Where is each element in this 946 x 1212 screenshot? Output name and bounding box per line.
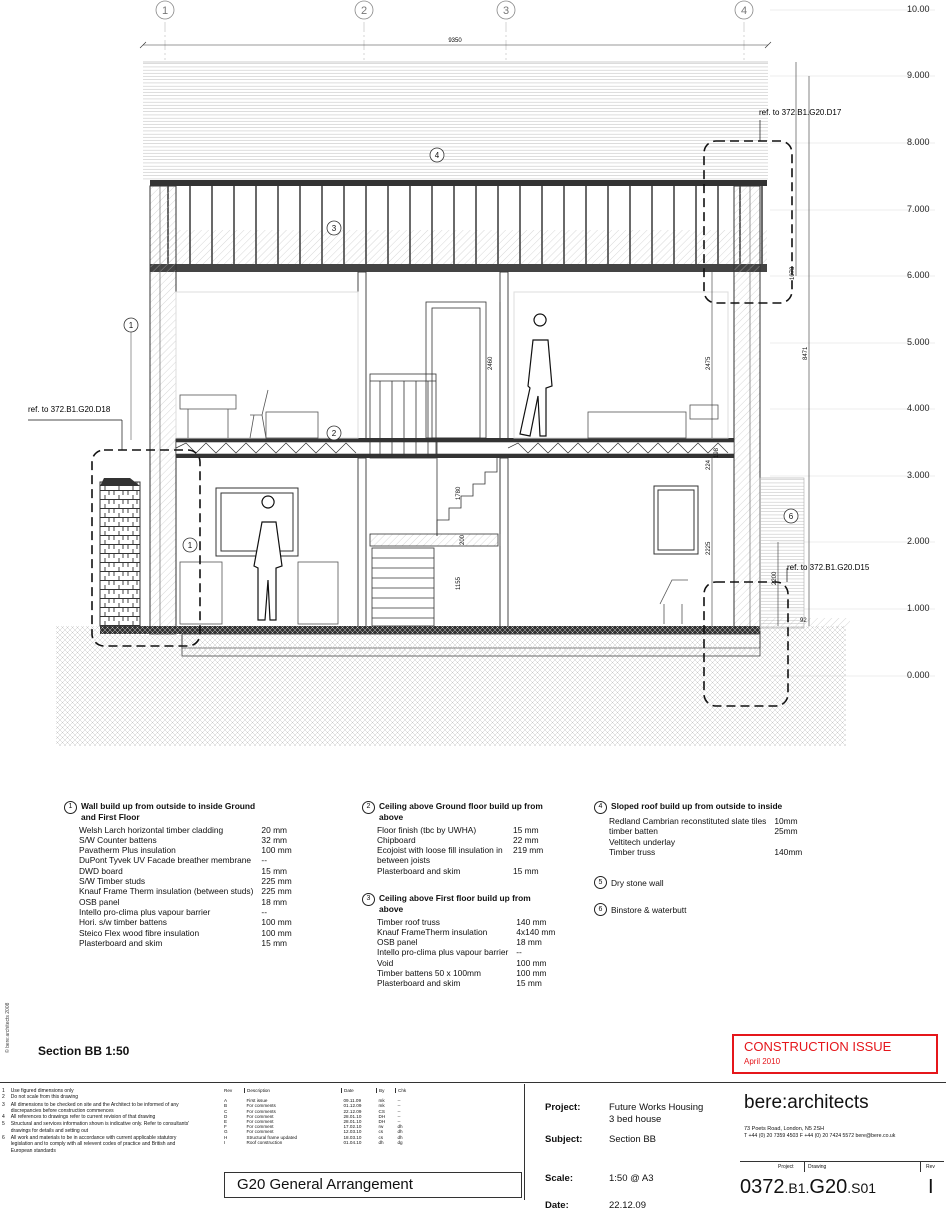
- note-row: Timber truss 140mm: [609, 846, 803, 857]
- grid-label-1: 1: [161, 5, 169, 17]
- date: 22.12.09: [609, 1200, 646, 1211]
- revision-row: E For comment 28.01.10 DH --: [224, 1119, 401, 1125]
- tag-1: 1: [128, 321, 134, 330]
- drawing-number: 0372.B1.G20.S01: [740, 1176, 877, 1198]
- project-label: Project:: [545, 1102, 581, 1113]
- note-row: S/W Counter battens 32 mm: [79, 834, 288, 845]
- roof-tiles: [143, 62, 768, 180]
- note-row: Knauf FrameTherm insulation 4x140 mm: [377, 926, 556, 937]
- note-row: S/W Timber studs 225 mm: [79, 876, 292, 887]
- note-row: Steico Flex wood fibre insulation 100 mm: [79, 927, 292, 938]
- ref-d18: ref. to 372.B1.G20.D18: [28, 405, 111, 414]
- note-row: Plasterboard and skim 15 mm: [79, 937, 288, 948]
- level-label: 0.000: [907, 670, 930, 680]
- project-type: 3 bed house: [609, 1114, 662, 1125]
- note-row: Chipboard 22 mm: [377, 834, 539, 845]
- title-block-divider: [0, 1082, 946, 1083]
- level-label: 8.000: [907, 137, 930, 147]
- note-row: Hori. s/w timber battens 100 mm: [79, 917, 292, 928]
- note-table: [609, 816, 802, 857]
- note-row: Welsh Larch horizontal timber cladding 20 mm: [79, 824, 288, 835]
- drawing-hdr: Drawing: [808, 1164, 827, 1170]
- level-label: 6.000: [907, 270, 930, 280]
- firm-info: [744, 1092, 944, 1139]
- scale-label: Scale:: [545, 1173, 573, 1184]
- revision-row: I Roof construction 01.04.10 dh dg: [224, 1139, 403, 1145]
- dim-stair-gap: 200: [460, 534, 466, 545]
- firm-contact: T +44 (0) 20 7359 4503 F +44 (0) 20 7424 5572 bere@bere.co.uk: [744, 1133, 896, 1139]
- note-table: [377, 825, 543, 876]
- project-name: Future Works Housing: [609, 1102, 704, 1113]
- dim-step: 92: [800, 618, 807, 624]
- stamp-title: CONSTRUCTION ISSUE: [744, 1039, 892, 1054]
- tag-6: 6: [788, 512, 794, 521]
- note-binstore: [594, 903, 686, 916]
- dim-floor-gap2: 198: [714, 447, 720, 458]
- note-row: OSB panel 18 mm: [79, 896, 288, 907]
- dim-stair-upper: 2460: [488, 356, 494, 370]
- note-wall-buildup: [64, 801, 334, 948]
- note-table: [79, 825, 292, 949]
- note-row: Plasterboard and skim 15 mm: [377, 865, 539, 876]
- drawing-title-box: [224, 1172, 522, 1198]
- note-row: Knauf Frame Therm insulation (between studs) 225 mm: [79, 886, 292, 897]
- note-row: DWD board 15 mm: [79, 865, 288, 876]
- note-row: Intello pro-clima plus vapour barrier --: [377, 947, 522, 958]
- general-notes: [2, 1088, 212, 1154]
- subject: Section BB: [609, 1134, 656, 1145]
- note-label: Dry stone wall: [611, 877, 664, 888]
- drawing-number-box: [740, 1161, 944, 1200]
- note-number: 3: [362, 893, 375, 906]
- date-label: Date:: [545, 1200, 569, 1211]
- revision-header: Rev Description Date By Chk: [222, 1088, 420, 1093]
- general-note: 6 All work and materials to be in accordance with current applicable statutory legislation and to comply with all relevent codes of practice and British and European standards: [2, 1135, 177, 1154]
- dim-ff: 2475: [706, 356, 712, 370]
- note-row: Void 100 mm: [377, 957, 547, 968]
- firm-address: 73 Poets Road, London, N5 2SH: [744, 1126, 825, 1132]
- revision-letter: I: [928, 1176, 934, 1198]
- ref-d17: ref. to 372.B1.G20.D17: [759, 108, 842, 117]
- note-row: Floor finish (tbc by UWHA) 15 mm: [377, 824, 539, 835]
- note-row: Timber roof truss 140 mm: [377, 916, 547, 927]
- drawing-title: G20 General Arrangement: [237, 1176, 413, 1193]
- overall-dim-text: 9350: [448, 38, 462, 44]
- level-label: 2.000: [907, 536, 930, 546]
- detail-callouts: [92, 141, 792, 706]
- tag-2: 2: [331, 429, 337, 438]
- dim-roof: 1073: [790, 266, 796, 280]
- note-title: Sloped roof build up from outside to inside: [611, 801, 783, 811]
- dry-stone-wall: [100, 478, 140, 626]
- first-floor: [176, 438, 734, 458]
- revisions-table: [222, 1088, 454, 1145]
- note-ceiling-ground: [362, 801, 582, 876]
- stamp-date: April 2010: [744, 1057, 781, 1066]
- revision-row: B For comments 01.12.09 mk --: [224, 1103, 401, 1109]
- grid-bubbles: [156, 1, 753, 19]
- staircase: [370, 302, 498, 626]
- revision-row: A First issue 09.11.09 mk --: [224, 1098, 401, 1104]
- copyright: © bere:architects 2008: [5, 1002, 11, 1053]
- note-row: Plasterboard and skim 15 mm: [377, 978, 542, 989]
- project-info: [545, 1102, 703, 1212]
- general-note: 3 All dimensions to be checked on site and the Architect to be informed of any discrepancies before construction commences: [2, 1101, 179, 1114]
- dim-bin: 2200: [772, 571, 778, 585]
- note-row: Intello pro-clima plus vapour barrier --: [79, 906, 267, 917]
- note-row: OSB panel 18 mm: [377, 937, 542, 948]
- note-number: 5: [594, 876, 607, 889]
- binstore: [760, 478, 804, 628]
- roof-truss: [150, 180, 767, 272]
- level-label: 7.000: [907, 204, 930, 214]
- level-label: 3.000: [907, 470, 930, 480]
- note-row: Ecojoist with loose fill insulation in between joists 219 mm: [377, 845, 544, 866]
- dim-floor-gap1: 224: [706, 459, 712, 470]
- title-block-vline: [524, 1084, 525, 1200]
- dim-gf: 2225: [706, 541, 712, 555]
- note-number: 6: [594, 903, 607, 916]
- note-roof-buildup: [594, 801, 844, 857]
- note-row: timber batten 25mm: [609, 826, 798, 837]
- ref-d15: ref. to 372.B1.G20.D15: [787, 563, 870, 572]
- note-table: [377, 917, 555, 989]
- note-title: Ceiling above First floor build up from above: [379, 893, 531, 914]
- grid-label-2: 2: [360, 5, 368, 17]
- note-number: 1: [64, 801, 77, 814]
- level-label: 9.000: [907, 70, 930, 80]
- general-note: 2 Do not scale from this drawing: [2, 1094, 79, 1101]
- general-note: 1 Use figured dimensions only: [2, 1088, 74, 1094]
- dim-ridge: 8471: [803, 346, 809, 360]
- revision-row: H Structural frame updated 18.03.10 cs dh: [224, 1134, 403, 1140]
- level-label: 10.00: [907, 4, 930, 14]
- note-row: Redland Cambrian reconstituted slate tiles 10mm: [609, 816, 798, 826]
- general-note: 4 All references to drawings refer to current revision of that drawing: [2, 1114, 156, 1121]
- scale: 1:50 @ A3: [609, 1173, 654, 1184]
- note-row: Pavatherm Plus insulation 100 mm: [79, 845, 292, 856]
- tag-1b: 1: [187, 541, 193, 550]
- tag-4: 4: [434, 151, 440, 160]
- construction-issue-stamp: [732, 1034, 938, 1074]
- subject-label: Subject:: [545, 1134, 583, 1145]
- firm-name: bere:architects: [744, 1092, 869, 1113]
- dim-stair-mid: 1780: [456, 486, 462, 500]
- general-note: 5 Structural and services information shown is indicative only. Refer to consultants' drawings for details and setting out: [2, 1121, 190, 1134]
- grid-label-4: 4: [740, 5, 748, 17]
- note-number: 4: [594, 801, 607, 814]
- note-dry-stone-wall: [594, 876, 664, 889]
- project-hdr: Project: [778, 1164, 794, 1170]
- note-title: Wall build up from outside to inside Ground and First Floor: [81, 801, 256, 822]
- section-title: Section BB 1:50: [38, 1044, 130, 1058]
- note-title: Ceiling above Ground floor build up from above: [379, 801, 543, 822]
- revision-row: G For comment 12.03.10 cs dh: [224, 1129, 403, 1135]
- note-row: Veltitech underlay: [609, 836, 676, 847]
- tag-3: 3: [331, 224, 337, 233]
- note-number: 2: [362, 801, 375, 814]
- openings: [176, 292, 728, 556]
- grid-label-3: 3: [502, 5, 510, 17]
- revision-row: C For comments 22.12.09 CS --: [224, 1108, 401, 1114]
- note-row: Timber battens 50 x 100mm 100 mm: [377, 968, 547, 979]
- ground-slab: [56, 618, 850, 746]
- level-label: 1.000: [907, 603, 930, 613]
- note-ceiling-first: [362, 893, 592, 989]
- note-label: Binstore & waterbutt: [611, 904, 687, 915]
- level-label: 5.000: [907, 337, 930, 347]
- revision-row: D For comment 28.01.10 DH --: [224, 1113, 401, 1119]
- level-label: 4.000: [907, 403, 930, 413]
- dim-stair-low: 1155: [456, 577, 462, 590]
- note-row: DuPont Tyvek UV Facade breather membrane --: [79, 855, 267, 866]
- revision-row: F For comment 17.02.10 rw dh: [224, 1124, 403, 1130]
- rev-hdr: Rev: [926, 1164, 935, 1170]
